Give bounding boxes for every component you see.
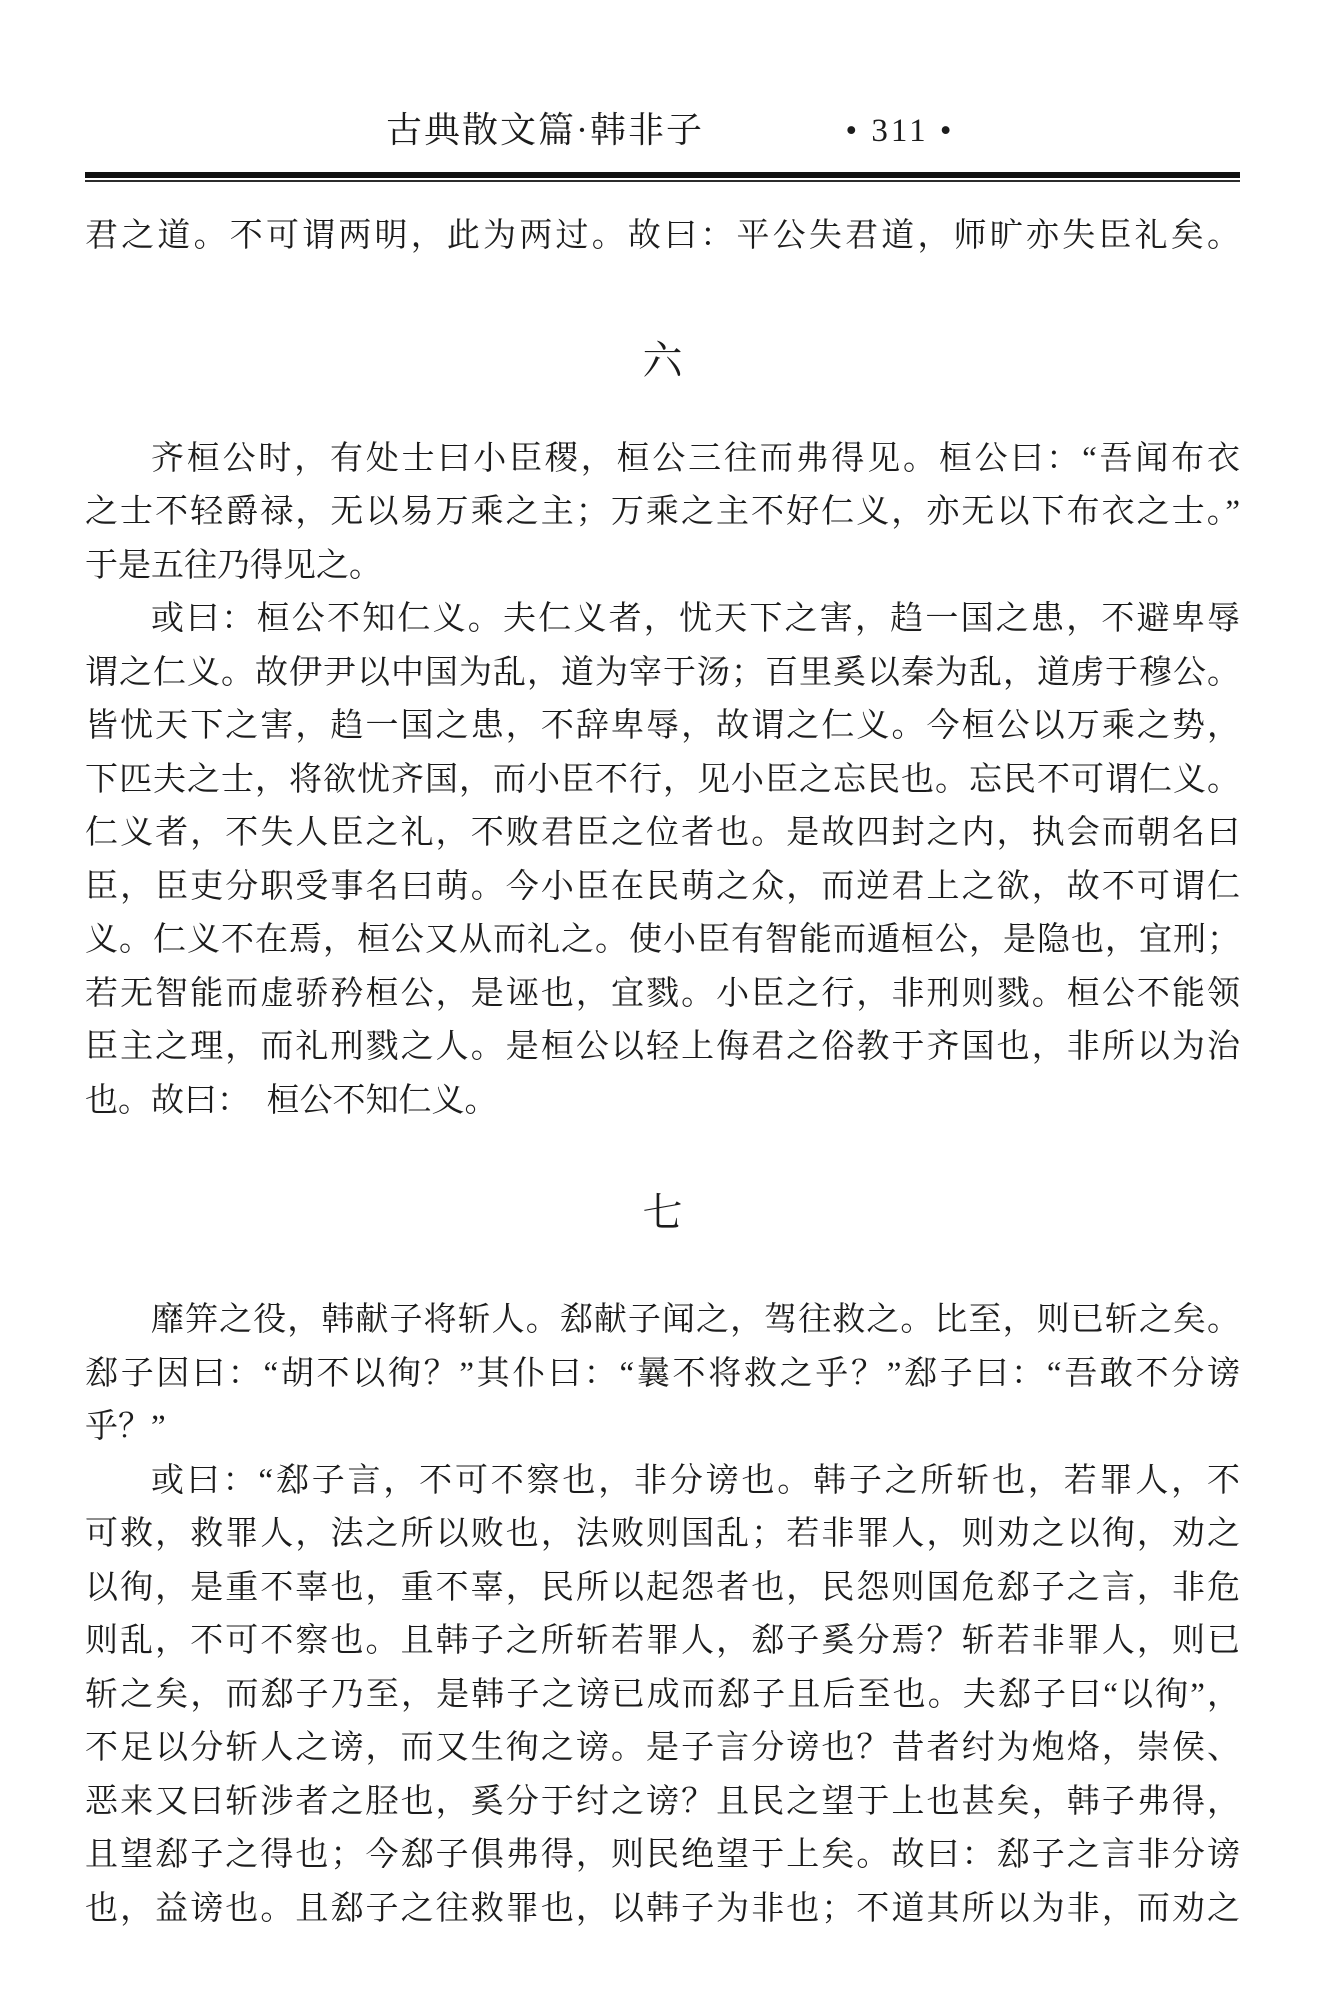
paragraph-huo-yue-ren-yi xyxy=(85,593,1240,1128)
text-line: 臣主之理，而礼刑戮之人。是桓公以轻上侮君之俗教于齐国也，非所以为治 xyxy=(85,1029,1240,1065)
text-line: 于是五往乃得见之。 xyxy=(85,547,382,584)
text-line: 若无智能而虚骄矜桓公，是诬也，宜戮。小臣之行，非刑则戮。桓公不能领 xyxy=(85,975,1240,1012)
text-line: 君之道。不可谓两明，此为两过。故曰：平公失君道，师旷亦失臣礼矣。 xyxy=(85,218,1240,254)
running-head-title: 古典散文篇·韩非子 xyxy=(386,110,704,150)
text-line: 义。仁义不在焉，桓公又从而礼之。使小臣有智能而遁桓公，是隐也，宜刑； xyxy=(85,922,1240,958)
text-line: 下匹夫之士，将欲忧齐国，而小臣不行，见小臣之忘民也。忘民不可谓仁义。 xyxy=(85,761,1240,798)
text-line: 斩之矣，而郄子乃至，是韩子之谤已成而郄子且后至也。夫郄子曰“以徇”， xyxy=(85,1676,1240,1713)
text-line: 靡笄之役，韩献子将斩人。郄献子闻之，驾往救之。比至，则已斩之矣。 xyxy=(151,1302,1240,1338)
text-line: 可救，救罪人，法之所以败也，法败则国乱；若非罪人，则劝之以徇，劝之 xyxy=(85,1516,1240,1552)
text-line: 或曰：桓公不知仁义。夫仁义者，忧天下之害，趋一国之患，不避卑辱 xyxy=(151,601,1240,637)
text-line: 之士不轻爵禄，无以易万乘之主；万乘之主不好仁义，亦无以下布衣之士。” xyxy=(85,494,1240,530)
text-line: 恶来又曰斩涉者之胫也，奚分于纣之谤？且民之望于上也甚矣，韩子弗得， xyxy=(85,1783,1240,1820)
text-line: 仁义者，不失人臣之礼，不败君臣之位者也。是故四封之内，执会而朝名曰 xyxy=(85,815,1240,851)
header-rule xyxy=(85,172,1240,182)
text-line: 皆忧天下之害，趋一国之患，不辞卑辱，故谓之仁义。今桓公以万乘之势， xyxy=(85,708,1240,744)
paragraph-qi-huan-gong xyxy=(85,433,1240,594)
text-line: 不足以分斩人之谤，而又生徇之谤。是子言分谤也？昔者纣为炮烙，崇侯、 xyxy=(85,1730,1240,1766)
text-line: 齐桓公时，有处士曰小臣稷，桓公三往而弗得见。桓公曰：“吾闻布衣 xyxy=(151,440,1240,477)
text-line: 也。故曰： 桓公不知仁义。 xyxy=(85,1082,498,1119)
text-line: 以徇，是重不辜也，重不辜，民所以起怨者也，民怨则国危郄子之言，非危 xyxy=(85,1569,1240,1606)
page-number: • 311 • xyxy=(845,113,955,149)
section-heading-six: 六 xyxy=(642,337,683,383)
page-body xyxy=(0,210,1324,1936)
text-line: 或曰：“郄子言，不可不察也，非分谤也。韩子之所斩也，若罪人，不 xyxy=(151,1462,1240,1499)
text-line: 乎？” xyxy=(85,1409,166,1445)
text-line: 郄子因曰：“胡不以徇？”其仆曰：“曩不将救之乎？”郄子曰：“吾敢不分谤 xyxy=(85,1355,1240,1392)
paragraph-mi-ji-zhi-yi xyxy=(85,1294,1240,1455)
paragraph-huo-yue-fen-bang xyxy=(85,1455,1240,1937)
text-line: 臣，臣吏分职受事名曰萌。今小臣在民萌之众，而逆君上之欲，故不可谓仁 xyxy=(85,868,1240,905)
section-heading-seven: 七 xyxy=(642,1190,683,1235)
text-line: 则乱，不可不察也。且韩子之所斩若罪人，郄子奚分焉？斩若非罪人，则已 xyxy=(85,1623,1240,1659)
text-line: 也，益谤也。且郄子之往救罪也，以韩子为非也；不道其所以为非，而劝之 xyxy=(85,1890,1240,1927)
paragraph-continuation xyxy=(85,210,1240,264)
text-line: 且望郄子之得也；今郄子俱弗得，则民绝望于上矣。故曰：郄子之言非分谤 xyxy=(85,1837,1240,1873)
page-header xyxy=(0,0,1324,172)
text-line: 谓之仁义。故伊尹以中国为乱，道为宰于汤；百里奚以秦为乱，道虏于穆公。 xyxy=(85,654,1240,691)
